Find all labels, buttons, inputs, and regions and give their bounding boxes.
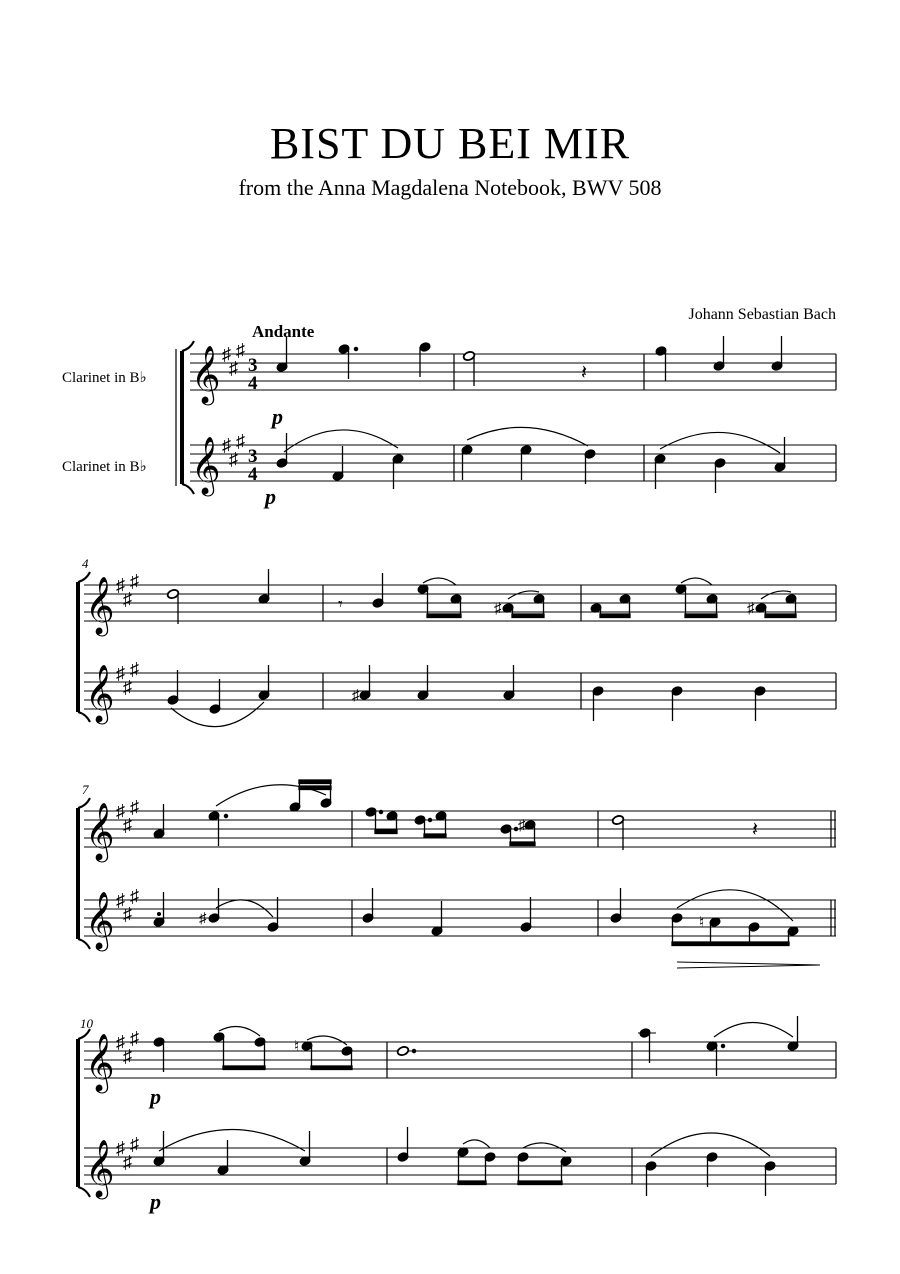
barline [454,354,836,481]
instrument-label-2: Clarinet in B♭ [62,459,147,475]
svg-text:♯: ♯ [130,659,139,679]
slur [423,578,791,599]
notes [153,1127,776,1196]
key-signature [116,797,139,924]
svg-text:♯: ♯ [123,589,132,609]
notes [153,1016,799,1076]
svg-text:♯: ♯ [494,601,502,617]
svg-text:♯: ♯ [236,431,245,451]
svg-text:♯: ♯ [116,801,125,821]
svg-text:♯: ♯ [130,886,139,906]
dynamic-marking: p [265,484,276,509]
accidental: ♯ [518,818,526,834]
svg-text:♯: ♯ [123,677,132,697]
svg-text:♯: ♯ [747,601,755,617]
key-signature [116,1028,139,1172]
treble-clef: 𝄞 [85,892,115,948]
measure-number: 7 [82,782,89,797]
slur [216,890,793,921]
accidental: ♮ [294,1039,300,1055]
accidental: ♮ [699,915,705,931]
treble-clef: 𝄞 [191,346,221,402]
svg-text:♯: ♯ [116,1032,125,1052]
treble-clef: 𝄞 [85,665,115,721]
system-4 [76,1016,836,1214]
notes [167,569,797,624]
dynamic-marking: p [272,404,283,429]
time-signature [248,355,258,485]
key-signature [116,571,139,697]
treble-clef: 𝄞 [85,1034,115,1090]
system-3 [76,780,836,968]
svg-text:♯: ♯ [236,340,245,360]
notes [153,780,624,850]
svg-text:♯: ♯ [123,1152,132,1172]
rest: 𝄾 [338,594,343,614]
svg-text:♯: ♯ [222,344,231,364]
svg-text:3: 3 [248,446,258,467]
svg-text:4: 4 [248,373,258,394]
slur [284,427,780,453]
svg-text:♯: ♯ [130,1028,139,1048]
treble-clef: 𝄞 [85,577,115,633]
svg-text:♯: ♯ [123,815,132,835]
svg-text:♯: ♯ [229,358,238,378]
svg-text:♯: ♯ [222,435,231,455]
treble-clef: 𝄞 [85,803,115,859]
svg-text:♯: ♯ [130,1134,139,1154]
instrument-label-1: Clarinet in B♭ [62,370,147,386]
svg-text:3: 3 [248,355,258,376]
score-title: BIST DU BEI MIR [269,119,631,168]
measure-number: 4 [82,556,89,571]
accidental: ♯ [199,911,207,927]
dynamic-marking: p [150,1084,161,1109]
score-subtitle: from the Anna Magdalena Notebook, BWV 508 [238,175,662,200]
svg-text:♯: ♯ [116,663,125,683]
svg-text:♯: ♯ [123,1046,132,1066]
tempo-marking: Andante [252,322,315,341]
composer-name: Johann Sebastian Bach [688,306,836,323]
svg-text:♯: ♯ [116,1138,125,1158]
svg-text:♯: ♯ [123,904,132,924]
svg-text:♯: ♯ [229,449,238,469]
system-2 [76,556,836,727]
rest: 𝄽 [752,819,759,841]
treble-clef: 𝄞 [85,1140,115,1196]
rest: 𝄽 [581,362,588,384]
system-1 [62,322,836,509]
staff-lines [84,811,836,847]
treble-clef: 𝄞 [191,437,221,493]
decrescendo-hairpin [677,962,820,968]
staff-lines [84,900,836,936]
dynamic-marking: p [150,1189,161,1214]
staff-lines [84,673,836,709]
measure-number: 10 [80,1016,93,1031]
svg-text:♯: ♯ [130,571,139,591]
svg-text:♯: ♯ [130,797,139,817]
key-signature [222,340,245,469]
svg-text:♯: ♯ [116,575,125,595]
svg-text:♯: ♯ [116,890,125,910]
svg-text:4: 4 [248,464,258,485]
notes [276,336,783,386]
accidental: ♯ [352,688,360,704]
